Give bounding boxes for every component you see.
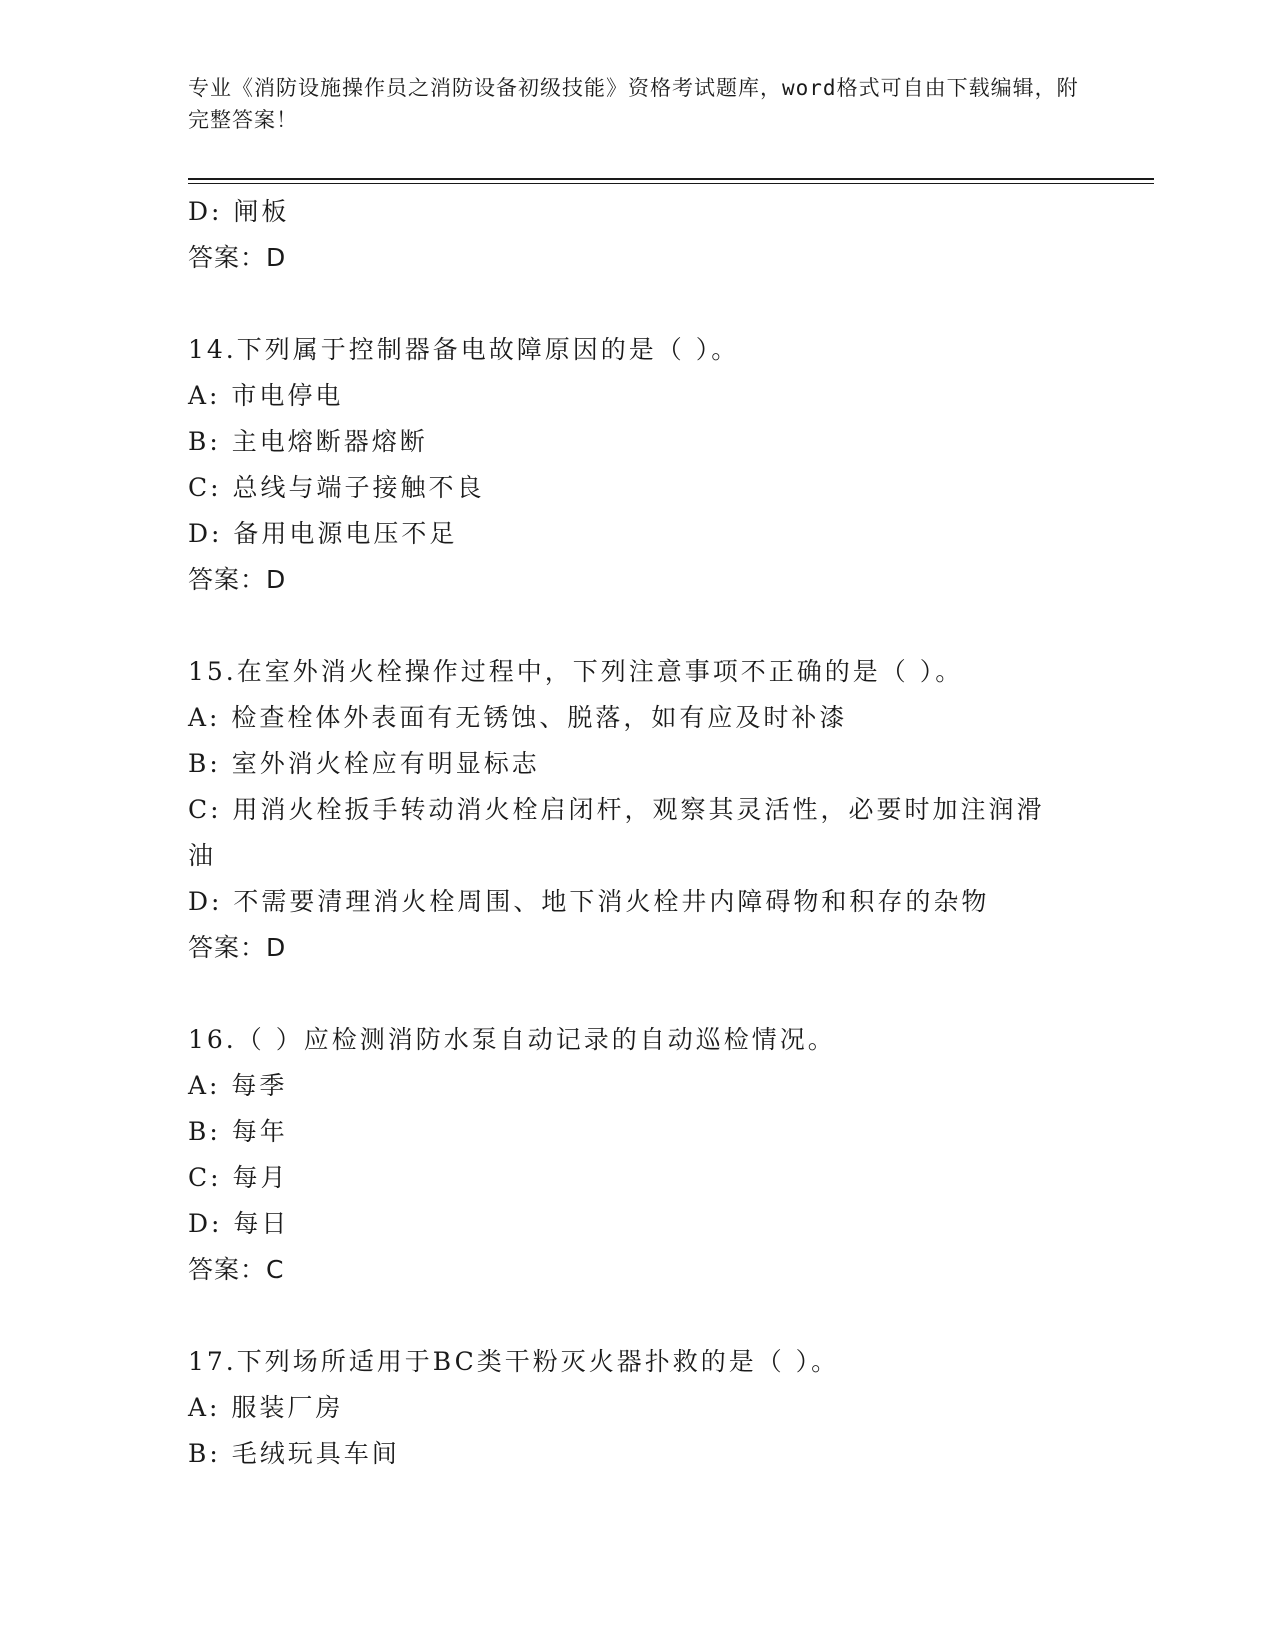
- q14-option-c: C: 总线与端子接触不良: [188, 473, 485, 502]
- q14-option-b: B: 主电熔断器熔断: [188, 427, 428, 456]
- q16-option-d: D: 每日: [188, 1209, 290, 1238]
- q14-option-d: D: 备用电源电压不足: [188, 519, 458, 548]
- q17-question: 17.下列场所适用于BC类干粉灭火器扑救的是（ ）。: [188, 1347, 840, 1376]
- q15-option-a: A: 检查栓体外表面有无锈蚀、脱落，如有应及时补漆: [188, 703, 848, 732]
- q16-answer: 答案：C: [188, 1255, 285, 1284]
- document-header: 专业《消防设施操作员之消防设备初级技能》资格考试题库，word格式可自由下载编辑，附完整答案！: [188, 76, 1079, 132]
- prev-option-d: D: 闸板: [188, 197, 290, 226]
- q16-question: 16.（ ）应检测消防水泵自动记录的自动巡检情况。: [188, 1025, 836, 1054]
- q14-answer: 答案：D: [188, 565, 287, 594]
- prev-answer: 答案：D: [188, 243, 287, 272]
- q14-question: 14.下列属于控制器备电故障原因的是（ ）。: [188, 335, 740, 364]
- header-rule-thin: [188, 183, 1154, 184]
- q15-answer: 答案：D: [188, 933, 287, 962]
- question-content: [188, 189, 1088, 1477]
- q15-option-c-line2: 油: [188, 841, 217, 870]
- q15-option-c-line1: C: 用消火栓扳手转动消火栓启闭杆，观察其灵活性，必要时加注润滑: [188, 795, 1045, 824]
- q14-option-a: A: 市电停电: [188, 381, 344, 410]
- q16-option-b: B: 每年: [188, 1117, 288, 1146]
- q16-option-a: A: 每季: [188, 1071, 288, 1100]
- q16-option-c: C: 每月: [188, 1163, 289, 1192]
- q17-option-b: B: 毛绒玩具车间: [188, 1439, 400, 1468]
- q15-option-d: D: 不需要清理消火栓周围、地下消火栓井内障碍物和积存的杂物: [188, 887, 990, 916]
- q15-option-b: B: 室外消火栓应有明显标志: [188, 749, 540, 778]
- q17-option-a: A: 服装厂房: [188, 1393, 344, 1422]
- header-rule-thick: [188, 178, 1154, 180]
- q15-question: 15.在室外消火栓操作过程中，下列注意事项不正确的是（ ）。: [188, 657, 964, 686]
